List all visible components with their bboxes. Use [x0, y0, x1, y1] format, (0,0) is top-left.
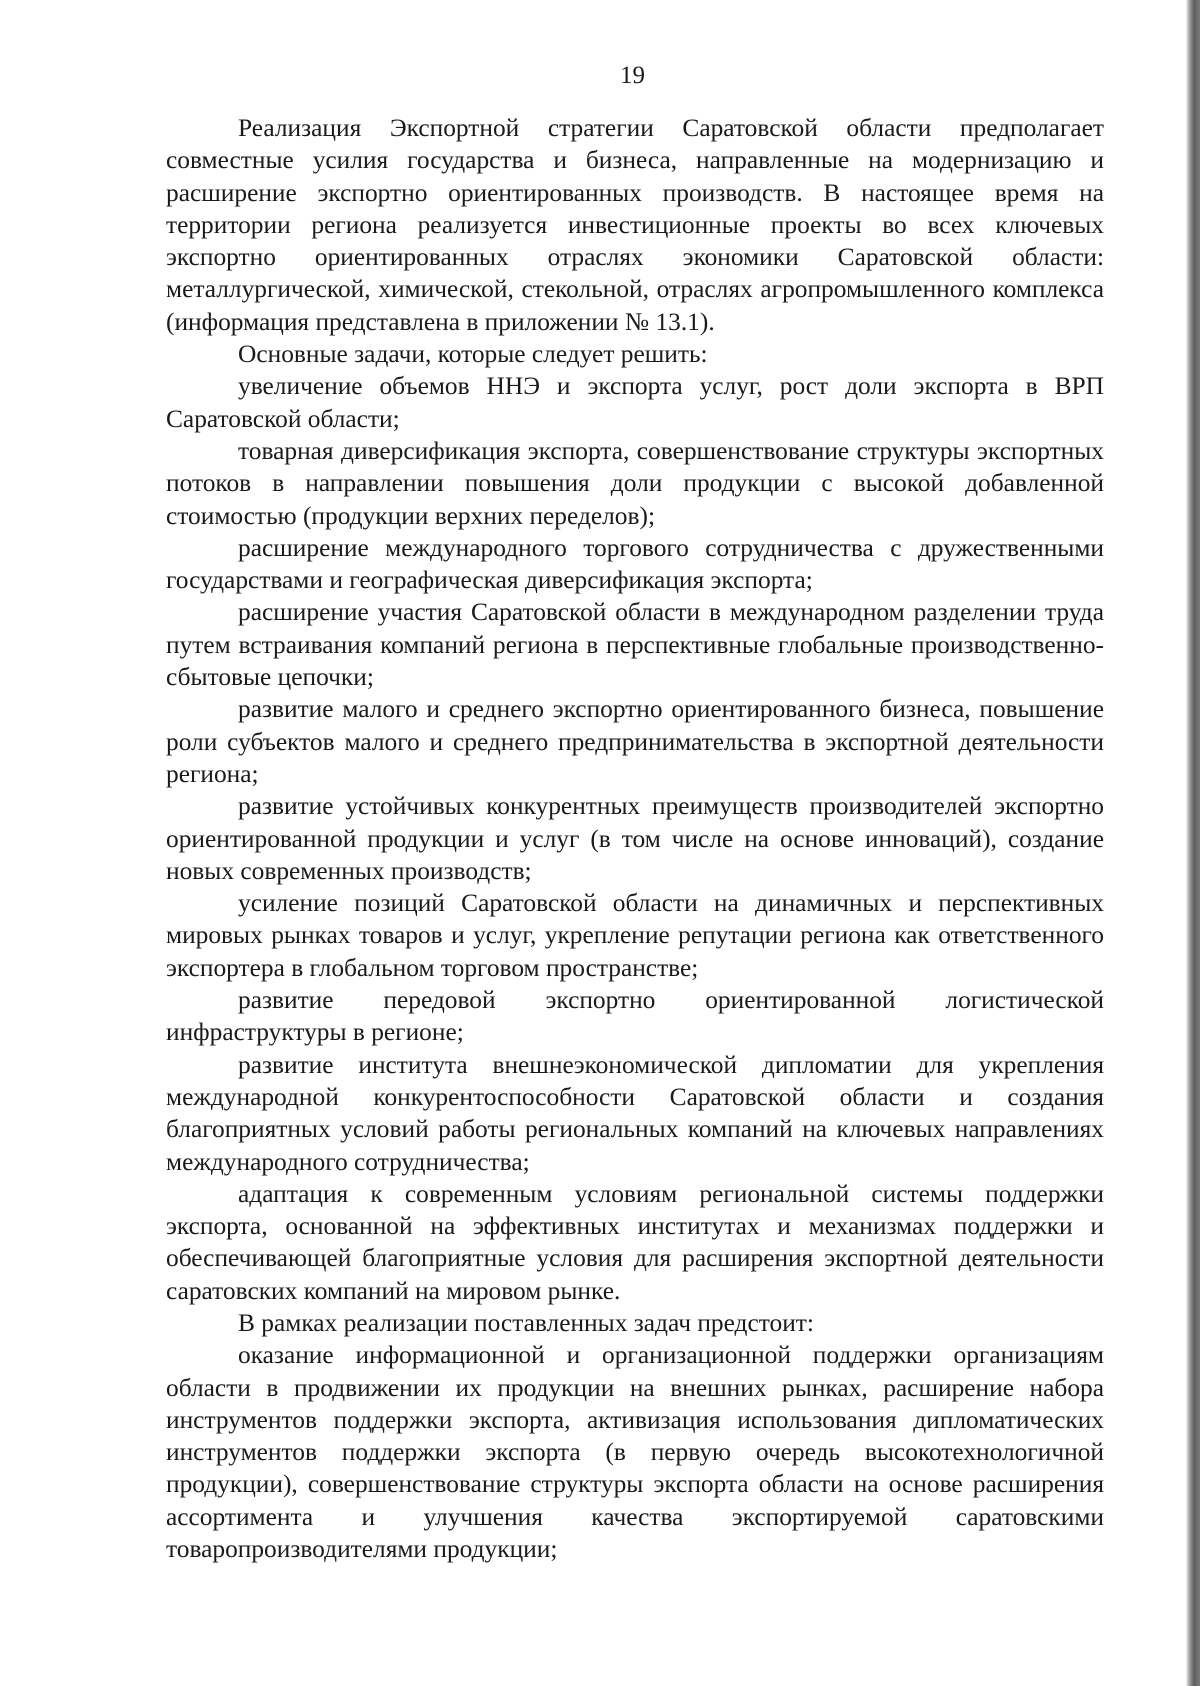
body-text [166, 112, 1104, 1565]
paragraph-intro: Реализация Экспортной стратегии Саратовской области предполагает совместные усилия государства и бизнеса, направленные на модернизацию и расширение экспортно ориентированных производств. В настоящее время на территории региона реализуется инвестиционные проекты во всех ключевых экспортно ориентированных отраслях экономики Саратовской области: металлургической, химической, стекольной, отраслях агропромышленного комплекса (информация представлена в приложении № 13.1). [166, 114, 1104, 336]
list-item: адаптация к современным условиям региональной системы поддержки экспорта, основанной на эффективных институтах и механизмах поддержки и обеспечивающей благоприятные условия для расширения экспортной деятельности саратовских компаний на мировом рынке. [166, 1179, 1104, 1305]
list-item: расширение международного торгового сотрудничества с дружественными государствами и географическая диверсификация экспорта; [166, 533, 1104, 595]
paragraph-actions-heading: В рамках реализации поставленных задач предстоит: [238, 1308, 814, 1337]
list-item: расширение участия Саратовской области в международном разделении труда путем встраивания компаний региона в перспективные глобальные производственно-сбытовые цепочки; [166, 598, 1104, 692]
paragraph-tasks-heading: Основные задачи, которые следует решить: [238, 340, 708, 369]
list-item: усиление позиций Саратовской области на динамичных и перспективных мировых рынках товаров и услуг, укрепление репутации региона как ответственного экспортера в глобальном торговом пространстве; [166, 889, 1104, 982]
list-item: развитие института внешнеэкономической дипломатии для укрепления международной конкурентоспособности Саратовской области и создания благоприятных условий работы региональных компаний на ключевых направлениях международного сотрудничества; [166, 1050, 1104, 1176]
page-number: 19 [620, 62, 645, 89]
list-item: развитие устойчивых конкурентных преимуществ производителей экспортно ориентированной продукции и услуг (в том числе на основе инноваций), создание новых современных производств; [166, 792, 1104, 885]
list-item: оказание информационной и организационной поддержки организациям области в продвижении их продукции на внешних рынках, расширение набора инструментов поддержки экспорта, активизация использования дипломатических инструментов поддержки экспорта (в первую очередь высокотехнологичной продукции), совершенствование структуры экспорта области на основе расширения ассортимента и улучшения качества экспортируемой саратовскими товаропроизводителями продукции; [166, 1341, 1104, 1564]
list-item: товарная диверсификация экспорта, совершенствование структуры экспортных потоков в направлении повышения доли продукции с высокой добавленной стоимостью (продукции верхних переделов); [166, 436, 1104, 530]
list-item: развитие передовой экспортно ориентированной логистической инфраструктуры в регионе; [166, 986, 1104, 1047]
list-item: развитие малого и среднего экспортно ориентированного бизнеса, повышение роли субъектов малого и среднего предпринимательства в экспортной деятельности региона; [166, 695, 1104, 788]
list-item: увеличение объемов ННЭ и экспорта услуг, рост доли экспорта в ВРП Саратовской области; [166, 372, 1104, 433]
scanned-page-edge [1186, 0, 1200, 1686]
